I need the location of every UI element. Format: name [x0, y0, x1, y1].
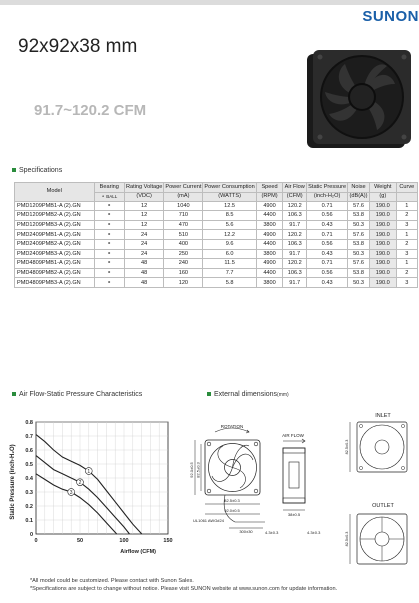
- cell-power: 11.5: [203, 259, 256, 269]
- y-tick-label: 0.1: [25, 518, 33, 524]
- dim-width: 82.5±0.3: [224, 498, 240, 503]
- unit-speed: (RPM): [256, 192, 283, 201]
- cell-noise: 53.8: [348, 239, 370, 249]
- cell-curve: 1: [396, 230, 417, 240]
- cell-model: PMD4809PMB3-A (2).GN: [15, 278, 95, 288]
- cell-current: 160: [164, 268, 203, 278]
- cell-bearing: ⚬: [94, 239, 124, 249]
- rotation-label: ROTATION: [220, 424, 244, 429]
- x-tick-label: 50: [76, 538, 84, 544]
- cell-speed: 4900: [256, 259, 283, 269]
- cell-noise: 50.3: [348, 278, 370, 288]
- y-tick-label: 0.4: [25, 476, 33, 482]
- cell-flow: 120.2: [283, 230, 307, 240]
- cell-power: 5.8: [203, 278, 256, 288]
- series-line-3: [36, 474, 117, 534]
- cell-current: 510: [164, 230, 203, 240]
- side-view: [265, 433, 321, 535]
- unit-noise: (dB(A)): [349, 193, 368, 200]
- cell-flow: 106.3: [283, 268, 307, 278]
- awg-label: UL1061 AWG#24: [193, 518, 224, 523]
- cell-speed: 4900: [256, 230, 283, 240]
- cell-power: 12.2: [203, 230, 256, 240]
- unit-weight: (g): [369, 192, 396, 201]
- cell-voltage: 48: [124, 268, 163, 278]
- cell-power: 7.7: [203, 268, 256, 278]
- cell-speed: 4400: [256, 239, 283, 249]
- airflow-label: AIR FLOW: [282, 433, 304, 438]
- pq-chart: [8, 412, 178, 562]
- table-row: [15, 268, 418, 278]
- col-noise: Noise: [348, 183, 370, 193]
- fan-photo: [303, 48, 415, 154]
- col-flow: Air Flow: [283, 183, 307, 193]
- cell-pressure: 0.71: [307, 230, 348, 240]
- cell-voltage: 12: [124, 201, 163, 211]
- cell-bearing: ⚬: [94, 278, 124, 288]
- cell-current: 250: [164, 249, 203, 259]
- cell-power: 5.6: [203, 220, 256, 230]
- footnote-1: *All model could be customized. Please contact with Sunon Sales.: [30, 578, 194, 584]
- cell-curve: 3: [396, 249, 417, 259]
- table-row: [15, 249, 418, 259]
- inlet-view: [345, 413, 407, 472]
- cell-pressure: 0.71: [307, 201, 348, 211]
- cell-speed: 4400: [256, 211, 283, 221]
- col-pressure: Static Pressure: [307, 183, 348, 193]
- cell-curve: 2: [396, 239, 417, 249]
- cell-weight: 190.0: [369, 230, 396, 240]
- table-row: [15, 201, 418, 211]
- cell-bearing: ⚬: [94, 220, 124, 230]
- cell-flow: 120.2: [283, 259, 307, 269]
- outlet-label: OUTLET: [372, 503, 394, 509]
- cell-flow: 106.3: [283, 211, 307, 221]
- cell-current: 710: [164, 211, 203, 221]
- cell-weight: 190.0: [369, 259, 396, 269]
- cell-weight: 190.0: [369, 278, 396, 288]
- unit-bearing: ⚬ BALL: [94, 192, 124, 201]
- cell-weight: 190.0: [369, 220, 396, 230]
- cell-current: 1040: [164, 201, 203, 211]
- col-weight: Weight: [369, 183, 396, 193]
- x-tick-label: 100: [119, 538, 129, 544]
- cell-model: PMD1209PMB3-A (2).GN: [15, 220, 95, 230]
- cell-model: PMD4809PMB1-A (2).GN: [15, 259, 95, 269]
- x-tick-label: 0: [34, 538, 38, 544]
- table-row: [15, 278, 418, 288]
- table-row: [15, 220, 418, 230]
- cell-model: PMD1209PMB1-A (2).GN: [15, 201, 95, 211]
- dim-width-outer: 92.0±0.5: [224, 508, 240, 513]
- front-view: [189, 424, 265, 534]
- top-bar: [0, 0, 419, 5]
- cell-speed: 4400: [256, 268, 283, 278]
- cell-noise: 50.3: [348, 220, 370, 230]
- unit-consumption: (WATTS): [203, 192, 256, 201]
- y-tick-label: 0.6: [25, 448, 33, 454]
- cell-noise: 53.8: [348, 268, 370, 278]
- cell-current: 400: [164, 239, 203, 249]
- col-model: Model: [15, 183, 95, 202]
- cell-pressure: 0.43: [307, 278, 348, 288]
- cell-noise: 53.8: [348, 211, 370, 221]
- cell-pressure: 0.43: [307, 220, 348, 230]
- cell-bearing: ⚬: [94, 201, 124, 211]
- cell-voltage: 12: [124, 220, 163, 230]
- cell-flow: 120.2: [283, 201, 307, 211]
- cell-model: PMD2409PMB2-A (2).GN: [15, 239, 95, 249]
- cell-weight: 190.0: [369, 268, 396, 278]
- cell-pressure: 0.56: [307, 239, 348, 249]
- curve-label-1: 1: [87, 468, 91, 475]
- y-tick-label: 0.7: [25, 434, 33, 440]
- table-row: [15, 211, 418, 221]
- cell-model: PMD2409PMB1-A (2).GN: [15, 230, 95, 240]
- cell-speed: 3800: [256, 220, 283, 230]
- cell-pressure: 0.56: [307, 211, 348, 221]
- cell-noise: 57.6: [348, 259, 370, 269]
- unit-current: (mA): [164, 192, 203, 201]
- cell-voltage: 24: [124, 230, 163, 240]
- cell-pressure: 0.43: [307, 249, 348, 259]
- cell-bearing: ⚬: [94, 268, 124, 278]
- brand-logo: SUNON: [362, 8, 419, 25]
- cell-pressure: 0.56: [307, 268, 348, 278]
- outlet-view: [345, 503, 407, 564]
- cell-speed: 4900: [256, 201, 283, 211]
- dim-hole-left: 4.3±0.3: [265, 530, 279, 535]
- cell-model: PMD1209PMB2-A (2).GN: [15, 211, 95, 221]
- cell-noise: 57.6: [348, 201, 370, 211]
- cell-power: 9.6: [203, 239, 256, 249]
- cell-current: 120: [164, 278, 203, 288]
- x-tick-label: 150: [163, 538, 173, 544]
- cell-model: PMD4809PMB2-A (2).GN: [15, 268, 95, 278]
- cell-speed: 3800: [256, 249, 283, 259]
- chart-ylabel: Static Pressure (inch-H₂O): [10, 444, 16, 520]
- cell-curve: 2: [396, 211, 417, 221]
- y-tick-label: 0.5: [25, 462, 33, 468]
- cell-voltage: 48: [124, 278, 163, 288]
- table-row: [15, 259, 418, 269]
- col-current: Power Current: [164, 183, 203, 193]
- page-title: 92x92x38 mm: [18, 36, 138, 57]
- y-tick-label: 0: [29, 532, 33, 538]
- cell-model: PMD2409PMB3-A (2).GN: [15, 249, 95, 259]
- footnote-2: *Specifications are subject to change without notice. Please visit SUNON website at www.sunon.com for update information.: [30, 586, 338, 592]
- curve-heading: Air Flow-Static Pressure Characteristics: [12, 391, 142, 398]
- specifications-heading: Specifications: [12, 167, 62, 174]
- table-row: [15, 239, 418, 249]
- inlet-label: INLET: [375, 413, 391, 419]
- cell-voltage: 48: [124, 259, 163, 269]
- cell-weight: 190.0: [369, 239, 396, 249]
- cell-power: 8.5: [203, 211, 256, 221]
- cell-bearing: ⚬: [94, 249, 124, 259]
- y-tick-label: 0.2: [25, 504, 33, 510]
- cell-curve: 1: [396, 259, 417, 269]
- footnotes: [30, 577, 337, 593]
- dim-depth: 38±0.5: [287, 512, 301, 517]
- cell-weight: 190.0: [369, 201, 396, 211]
- curve-label-2: 2: [78, 480, 82, 486]
- dims-heading: External dimensions(mm): [207, 391, 289, 398]
- cell-flow: 91.7: [283, 249, 307, 259]
- cell-voltage: 12: [124, 211, 163, 221]
- inlet-dim: 82.5±0.3: [345, 439, 349, 455]
- cell-flow: 91.7: [283, 278, 307, 288]
- cell-power: 6.0: [203, 249, 256, 259]
- outlet-dim: 82.5±0.3: [345, 531, 349, 547]
- col-speed: Speed: [256, 183, 283, 193]
- col-bearing: Bearing: [94, 183, 124, 193]
- table-row: [15, 230, 418, 240]
- curve-label-3: 3: [69, 489, 73, 496]
- cell-curve: 3: [396, 220, 417, 230]
- cell-current: 240: [164, 259, 203, 269]
- unit-curve: [396, 192, 417, 201]
- cell-curve: 2: [396, 268, 417, 278]
- cell-speed: 3800: [256, 278, 283, 288]
- dim-hole-right: 4.3±0.3: [307, 530, 321, 535]
- cell-pressure: 0.71: [307, 259, 348, 269]
- cell-curve: 1: [396, 201, 417, 211]
- cell-flow: 91.7: [283, 220, 307, 230]
- cell-weight: 190.0: [369, 249, 396, 259]
- dims-drawing: [185, 410, 417, 575]
- col-rating: Rating Voltage: [124, 183, 163, 193]
- cell-voltage: 24: [124, 249, 163, 259]
- cell-bearing: ⚬: [94, 259, 124, 269]
- cell-weight: 190.0: [369, 211, 396, 221]
- specifications-table: [14, 182, 418, 288]
- dim-lead: 300±30: [239, 529, 253, 534]
- cell-flow: 106.3: [283, 239, 307, 249]
- cell-noise: 57.6: [348, 230, 370, 240]
- cell-curve: 3: [396, 278, 417, 288]
- cell-current: 470: [164, 220, 203, 230]
- y-tick-label: 0.8: [25, 420, 33, 426]
- col-consumption: Power Consumption: [203, 183, 256, 193]
- cell-voltage: 24: [124, 239, 163, 249]
- chart-xlabel: Airflow (CFM): [120, 549, 156, 555]
- unit-pressure: (inch-H₂O): [307, 192, 348, 201]
- unit-flow: (CFM): [283, 192, 307, 201]
- dim-hole-spacing: 82.5±0.3: [195, 462, 201, 478]
- unit-rating: (VDC): [124, 192, 163, 201]
- y-tick-label: 0.3: [25, 490, 33, 496]
- cell-bearing: ⚬: [94, 211, 124, 221]
- cell-bearing: ⚬: [94, 230, 124, 240]
- dim-height: 92.0±0.5: [189, 462, 194, 478]
- cell-noise: 50.3: [348, 249, 370, 259]
- col-curve: Curve: [396, 183, 417, 193]
- cell-power: 12.5: [203, 201, 256, 211]
- airflow-range: 91.7~120.2 CFM: [34, 102, 147, 119]
